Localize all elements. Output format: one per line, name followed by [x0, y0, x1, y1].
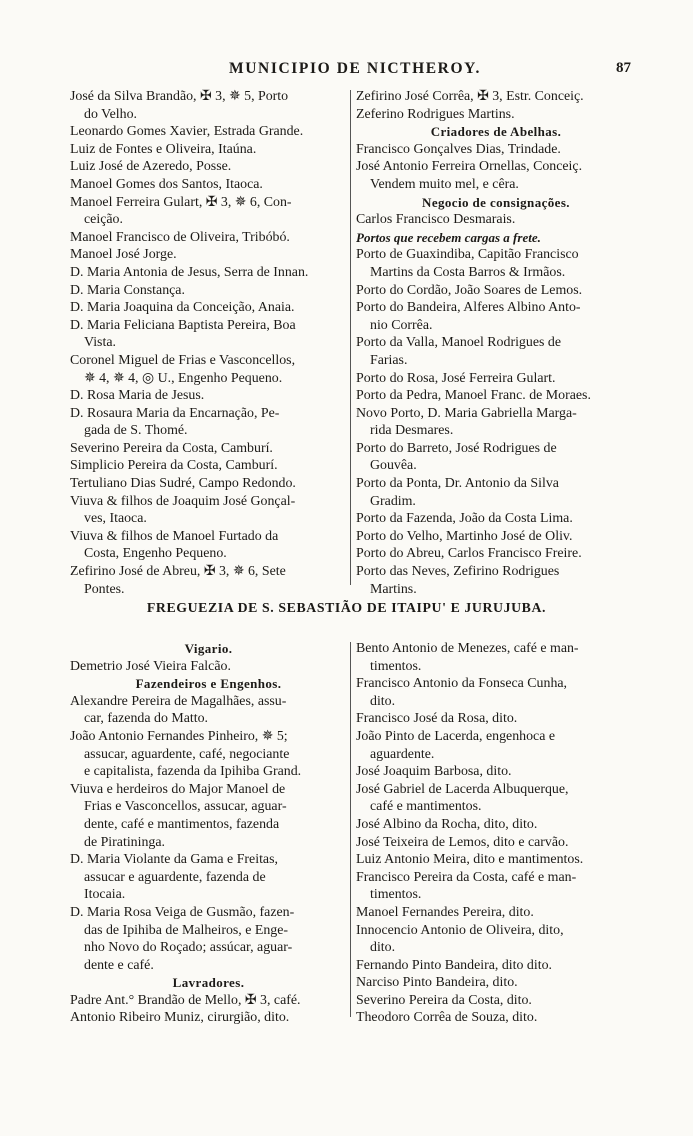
- entry-continuation: [356, 581, 636, 599]
- directory-entry: [356, 405, 636, 423]
- directory-entry: [356, 728, 636, 746]
- entry-continuation: [356, 352, 636, 370]
- directory-entry: [70, 851, 347, 869]
- directory-entry: [70, 282, 347, 300]
- line-text: Vista.: [84, 335, 116, 351]
- line-text: Bento Antonio de Menezes, café e man-: [356, 641, 579, 656]
- directory-entry: [70, 317, 347, 335]
- entry-continuation: [70, 922, 347, 940]
- entry-continuation: [70, 763, 347, 781]
- line-text: Luiz José de Azeredo, Posse.: [70, 159, 232, 175]
- line-text: Manoel José Jorge.: [70, 247, 177, 263]
- directory-entry: [356, 816, 636, 834]
- category-heading: [70, 974, 347, 992]
- directory-entry: [356, 781, 636, 799]
- directory-entry: [356, 992, 636, 1010]
- line-text: timentos.: [370, 887, 422, 903]
- line-text: D. Rosa Maria de Jesus.: [70, 388, 205, 404]
- directory-entry: [70, 194, 347, 212]
- section2-column-rule: [350, 642, 351, 1017]
- line-text: dito.: [370, 940, 396, 956]
- directory-entry: [356, 158, 636, 176]
- directory-entry: [356, 106, 636, 124]
- section2-title: FREGUEZIA DE S. SEBASTIÃO DE ITAIPU' E JURUJUBA.: [146, 600, 547, 615]
- line-text: das de Ipihiba de Malheiros, e Enge-: [84, 922, 289, 938]
- directory-entry: [356, 904, 636, 922]
- line-text: do Velho.: [84, 106, 137, 122]
- directory-entry: [70, 141, 347, 159]
- directory-entry: [70, 387, 347, 405]
- directory-entry: [70, 457, 347, 475]
- directory-entry: [356, 710, 636, 728]
- section2-left-column: [70, 640, 347, 1027]
- line-text: Costa, Engenho Pequeno.: [84, 546, 227, 562]
- directory-entry: [70, 299, 347, 317]
- line-text: Simplicio Pereira da Costa, Camburí.: [70, 458, 278, 474]
- directory-entry: [356, 545, 636, 563]
- line-text: Severino Pereira da Costa, Camburí.: [70, 440, 273, 456]
- line-text: Fernando Pinto Bandeira, dito dito.: [356, 957, 552, 973]
- line-text: Porto das Neves, Zefirino Rodrigues: [356, 564, 560, 580]
- line-text: Carlos Francisco Desmarais.: [356, 212, 516, 228]
- directory-entry: [70, 563, 347, 581]
- directory-entry: [356, 834, 636, 852]
- line-text: Zeferino Rodrigues Martins.: [356, 106, 515, 122]
- line-text: Manoel Fernandes Pereira, dito.: [356, 904, 534, 920]
- line-text: Viuva & filhos de Manoel Furtado da: [70, 528, 279, 544]
- line-text: Martins da Costa Barros & Irmãos.: [370, 264, 566, 280]
- line-text: José da Silva Brandão, ✠ 3, ✵ 5, Porto: [70, 89, 289, 104]
- directory-entry: [356, 282, 636, 300]
- line-text: Pontes.: [84, 581, 125, 597]
- directory-entry: [356, 1009, 636, 1027]
- directory-entry: [356, 974, 636, 992]
- directory-entry: [70, 405, 347, 423]
- line-text: D. Maria Violante da Gama e Freitas,: [70, 852, 278, 868]
- entry-continuation: [356, 317, 636, 335]
- line-text: Porto da Pedra, Manoel Franc. de Moraes.: [356, 388, 591, 404]
- directory-entry: [70, 440, 347, 458]
- directory-entry: [70, 781, 347, 799]
- line-text: dente, café e mantimentos, fazenda: [84, 816, 280, 832]
- section1-left-column: [70, 88, 347, 598]
- directory-entry: [70, 1009, 347, 1027]
- entry-continuation: [356, 746, 636, 764]
- directory-entry: [356, 211, 636, 229]
- directory-entry: [70, 528, 347, 546]
- entry-continuation: [70, 834, 347, 852]
- entry-continuation: [70, 957, 347, 975]
- line-text: Manoel Francisco de Oliveira, Tribóbó.: [70, 229, 290, 245]
- line-text: Severino Pereira da Costa, dito.: [356, 992, 532, 1008]
- line-text: Francisco José da Rosa, dito.: [356, 711, 518, 727]
- line-text: D. Maria Constança.: [70, 282, 185, 298]
- line-text: Innocencio Antonio de Oliveira, dito,: [356, 922, 564, 938]
- line-text: Gradim.: [370, 493, 416, 509]
- line-text: Lavradores.: [172, 975, 245, 991]
- line-text: Criadores de Abelhas.: [430, 124, 562, 140]
- entry-continuation: [70, 939, 347, 957]
- category-heading: [70, 640, 347, 658]
- line-text: Francisco Pereira da Costa, café e man-: [356, 869, 577, 885]
- section2-right-column: [356, 640, 636, 1027]
- directory-entry: [70, 123, 347, 141]
- line-text: Francisco Antonio da Fonseca Cunha,: [356, 676, 568, 692]
- directory-entry: [70, 229, 347, 247]
- directory-entry: [70, 246, 347, 264]
- line-text: assucar, aguardente, café, negociante: [84, 746, 290, 762]
- entry-continuation: [70, 869, 347, 887]
- running-head: MUNICIPIO DE NICTHEROY.: [229, 60, 481, 77]
- entry-continuation: [70, 370, 347, 388]
- line-text: de Piratininga.: [84, 834, 166, 850]
- entry-continuation: [70, 211, 347, 229]
- line-text: Martins.: [370, 581, 417, 597]
- line-text: Negocio de consignações.: [422, 194, 570, 210]
- directory-entry: [356, 510, 636, 528]
- line-text: Viuva & filhos de Joaquim José Gonçal-: [70, 493, 296, 509]
- line-text: João Pinto de Lacerda, engenhoca e: [356, 728, 556, 744]
- line-text: Demetrio José Vieira Falcão.: [70, 658, 231, 674]
- line-text: Porto do Abreu, Carlos Francisco Freire.: [356, 546, 582, 562]
- line-text: Porto do Velho, Martinho José de Oliv.: [356, 528, 573, 544]
- directory-entry: [356, 563, 636, 581]
- entry-continuation: [356, 693, 636, 711]
- entry-continuation: [356, 886, 636, 904]
- entry-continuation: [356, 264, 636, 282]
- line-text: Gouvêa.: [370, 458, 417, 474]
- directory-entry: [70, 176, 347, 194]
- directory-entry: [70, 158, 347, 176]
- entry-continuation: [70, 581, 347, 599]
- directory-entry: [356, 922, 636, 940]
- directory-entry: [356, 141, 636, 159]
- entry-continuation: [70, 106, 347, 124]
- line-text: Manoel Ferreira Gulart, ✠ 3, ✵ 6, Con-: [70, 194, 292, 210]
- line-text: rida Desmares.: [370, 423, 454, 439]
- line-text: gada de S. Thomé.: [84, 423, 188, 439]
- line-text: Portos que recebem cargas a frete.: [356, 229, 541, 245]
- line-text: aguardente.: [370, 746, 435, 762]
- category-heading: [70, 675, 347, 693]
- directory-entry: [356, 675, 636, 693]
- line-text: timentos.: [370, 658, 422, 674]
- line-text: D. Maria Feliciana Baptista Pereira, Boa: [70, 317, 296, 333]
- directory-entry: [70, 658, 347, 676]
- page-number: 87: [616, 60, 631, 76]
- line-text: José Joaquim Barbosa, dito.: [356, 764, 512, 780]
- directory-entry: [356, 88, 636, 106]
- directory-entry: [356, 299, 636, 317]
- line-text: D. Maria Joaquina da Conceição, Anaia.: [70, 300, 295, 316]
- directory-entry: [356, 475, 636, 493]
- directory-entry: [356, 528, 636, 546]
- directory-entry: [356, 851, 636, 869]
- line-text: Coronel Miguel de Frias e Vasconcellos,: [70, 352, 296, 368]
- line-text: Porto do Barreto, José Rodrigues de: [356, 440, 557, 456]
- entry-continuation: [356, 939, 636, 957]
- line-text: José Antonio Ferreira Ornellas, Conceiç.: [356, 159, 583, 175]
- line-text: Frias e Vasconcellos, assucar, aguar-: [84, 799, 287, 815]
- line-text: Francisco Gonçalves Dias, Trindade.: [356, 141, 561, 157]
- line-text: assucar e aguardente, fazenda de: [84, 869, 266, 885]
- directory-entry: [70, 88, 347, 106]
- directory-entry: [70, 493, 347, 511]
- line-text: Novo Porto, D. Maria Gabriella Marga-: [356, 405, 577, 421]
- line-text: Itocaia.: [84, 887, 126, 903]
- directory-entry: [70, 904, 347, 922]
- line-text: Porto de Guaxindiba, Capitão Francisco: [356, 247, 579, 263]
- line-text: Porto da Ponta, Dr. Antonio da Silva: [356, 476, 559, 492]
- line-text: Porto da Valla, Manoel Rodrigues de: [356, 335, 561, 351]
- directory-entry: [356, 334, 636, 352]
- line-text: nho Novo do Roçado; assúcar, aguar-: [84, 940, 293, 956]
- line-text: Padre Ant.° Brandão de Mello, ✠ 3, café.: [70, 992, 301, 1008]
- line-text: Narciso Pinto Bandeira, dito.: [356, 975, 518, 991]
- directory-entry: [356, 640, 636, 658]
- line-text: ves, Itaoca.: [84, 511, 147, 527]
- directory-entry: [70, 264, 347, 282]
- line-text: Viuva e herdeiros do Major Manoel de: [70, 781, 286, 797]
- line-text: Vigario.: [184, 641, 233, 656]
- line-text: Luiz de Fontes e Oliveira, Itaúna.: [70, 141, 257, 157]
- directory-entry: [356, 370, 636, 388]
- line-text: Zefirino José de Abreu, ✠ 3, ✵ 6, Sete: [70, 564, 286, 580]
- category-heading: [356, 229, 636, 247]
- line-text: Zefirino José Corrêa, ✠ 3, Estr. Conceiç.: [356, 89, 584, 104]
- line-text: ceição.: [84, 212, 123, 228]
- line-text: dente e café.: [84, 957, 154, 973]
- entry-continuation: [70, 886, 347, 904]
- entry-continuation: [356, 422, 636, 440]
- line-text: João Antonio Fernandes Pinheiro, ✵ 5;: [70, 728, 288, 744]
- entry-continuation: [70, 710, 347, 728]
- directory-entry: [356, 763, 636, 781]
- line-text: D. Maria Rosa Veiga de Gusmão, fazen-: [70, 904, 295, 920]
- directory-entry: [70, 992, 347, 1010]
- entry-continuation: [70, 798, 347, 816]
- entry-continuation: [356, 493, 636, 511]
- line-text: Leonardo Gomes Xavier, Estrada Grande.: [70, 124, 304, 140]
- line-text: José Albino da Rocha, dito, dito.: [356, 816, 538, 832]
- directory-entry: [356, 246, 636, 264]
- directory-entry: [70, 475, 347, 493]
- line-text: Tertuliano Dias Sudré, Campo Redondo.: [70, 476, 296, 492]
- entry-continuation: [70, 816, 347, 834]
- directory-entry: [70, 352, 347, 370]
- entry-continuation: [356, 457, 636, 475]
- line-text: Vendem muito mel, e cêra.: [370, 176, 519, 192]
- line-text: e capitalista, fazenda da Ipihiba Grand.: [84, 764, 302, 780]
- entry-continuation: [70, 422, 347, 440]
- entry-continuation: [70, 334, 347, 352]
- line-text: Porto da Fazenda, João da Costa Lima.: [356, 511, 573, 527]
- line-text: ✵ 4, ✵ 4, ◎ U., Engenho Pequeno.: [84, 370, 283, 386]
- line-text: D. Rosaura Maria da Encarnação, Pe-: [70, 405, 280, 421]
- entry-continuation: [70, 510, 347, 528]
- line-text: car, fazenda do Matto.: [84, 711, 209, 727]
- line-text: café e mantimentos.: [370, 799, 482, 815]
- entry-continuation: [356, 798, 636, 816]
- line-text: Manoel Gomes dos Santos, Itaoca.: [70, 176, 263, 192]
- entry-continuation: [356, 176, 636, 194]
- line-text: nio Corrêa.: [370, 317, 433, 333]
- directory-entry: [356, 957, 636, 975]
- line-text: Porto do Bandeira, Alferes Albino Anto-: [356, 300, 581, 316]
- line-text: Luiz Antonio Meira, dito e mantimentos.: [356, 852, 584, 868]
- line-text: dito.: [370, 693, 396, 709]
- line-text: Alexandre Pereira de Magalhães, assu-: [70, 693, 287, 709]
- directory-entry: [356, 387, 636, 405]
- line-text: Farias.: [370, 352, 408, 368]
- category-heading: [356, 194, 636, 212]
- directory-entry: [70, 728, 347, 746]
- line-text: Antonio Ribeiro Muniz, cirurgião, dito.: [70, 1010, 290, 1026]
- line-text: José Gabriel de Lacerda Albuquerque,: [356, 781, 569, 797]
- line-text: Fazendeiros e Engenhos.: [135, 676, 282, 692]
- line-text: D. Maria Antonia de Jesus, Serra de Innan.: [70, 264, 309, 280]
- line-text: Theodoro Corrêa de Souza, dito.: [356, 1010, 538, 1026]
- section1-right-column: [356, 88, 636, 598]
- line-text: Porto do Rosa, José Ferreira Gulart.: [356, 370, 556, 386]
- section1-column-rule: [350, 90, 351, 585]
- directory-entry: [356, 440, 636, 458]
- entry-continuation: [70, 545, 347, 563]
- directory-entry: [70, 693, 347, 711]
- entry-continuation: [356, 658, 636, 676]
- entry-continuation: [70, 746, 347, 764]
- category-heading: [356, 123, 636, 141]
- line-text: José Teixeira de Lemos, dito e carvão.: [356, 834, 569, 850]
- directory-entry: [356, 869, 636, 887]
- line-text: Porto do Cordão, João Soares de Lemos.: [356, 282, 583, 298]
